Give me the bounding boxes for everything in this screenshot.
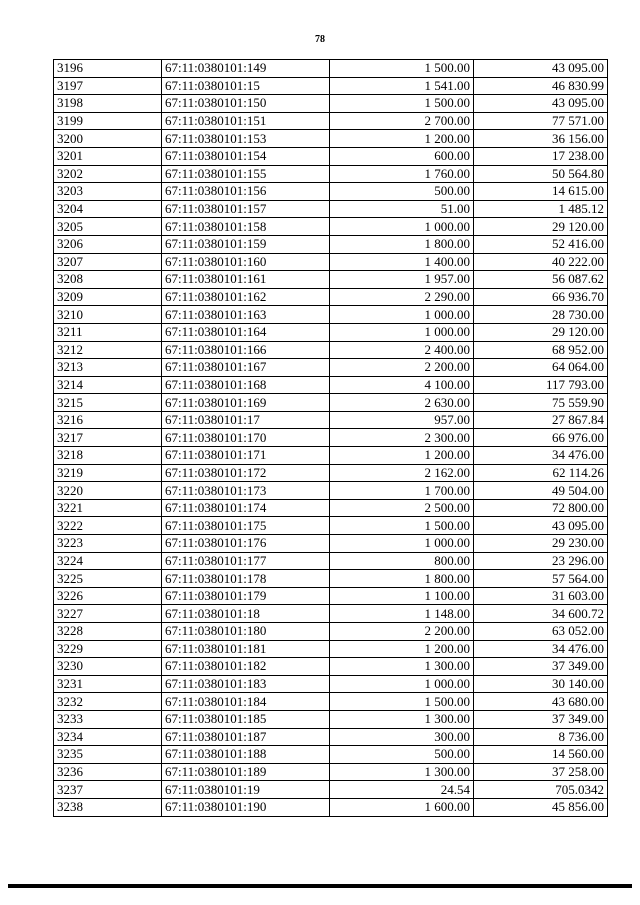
area-cell: 1 600.00 bbox=[330, 798, 474, 816]
cadastral-number-cell: 67:11:0380101:171 bbox=[162, 447, 330, 465]
area-cell: 1 200.00 bbox=[330, 447, 474, 465]
row-number-cell: 3229 bbox=[54, 640, 162, 658]
cadastral-number-cell: 67:11:0380101:158 bbox=[162, 218, 330, 236]
area-cell: 51.00 bbox=[330, 200, 474, 218]
value-cell: 62 114.26 bbox=[474, 464, 608, 482]
row-number-cell: 3234 bbox=[54, 728, 162, 746]
area-cell: 500.00 bbox=[330, 746, 474, 764]
value-cell: 36 156.00 bbox=[474, 130, 608, 148]
area-cell: 1 000.00 bbox=[330, 535, 474, 553]
area-cell: 1 500.00 bbox=[330, 693, 474, 711]
row-number-cell: 3206 bbox=[54, 235, 162, 253]
table-row bbox=[54, 429, 608, 447]
area-cell: 1 148.00 bbox=[330, 605, 474, 623]
cadastral-number-cell: 67:11:0380101:179 bbox=[162, 587, 330, 605]
cadastral-number-cell: 67:11:0380101:156 bbox=[162, 183, 330, 201]
cadastral-number-cell: 67:11:0380101:162 bbox=[162, 288, 330, 306]
value-cell: 23 296.00 bbox=[474, 552, 608, 570]
row-number-cell: 3218 bbox=[54, 447, 162, 465]
cadastral-number-cell: 67:11:0380101:157 bbox=[162, 200, 330, 218]
table-row bbox=[54, 710, 608, 728]
cadastral-number-cell: 67:11:0380101:176 bbox=[162, 535, 330, 553]
table-row bbox=[54, 200, 608, 218]
table-row bbox=[54, 570, 608, 588]
cadastral-number-cell: 67:11:0380101:188 bbox=[162, 746, 330, 764]
area-cell: 1 000.00 bbox=[330, 218, 474, 236]
table-row bbox=[54, 359, 608, 377]
area-cell: 957.00 bbox=[330, 411, 474, 429]
value-cell: 66 936.70 bbox=[474, 288, 608, 306]
area-cell: 300.00 bbox=[330, 728, 474, 746]
value-cell: 37 258.00 bbox=[474, 763, 608, 781]
row-number-cell: 3204 bbox=[54, 200, 162, 218]
row-number-cell: 3222 bbox=[54, 517, 162, 535]
table-row bbox=[54, 95, 608, 113]
area-cell: 600.00 bbox=[330, 147, 474, 165]
cadastral-number-cell: 67:11:0380101:173 bbox=[162, 482, 330, 500]
cadastral-number-cell: 67:11:0380101:172 bbox=[162, 464, 330, 482]
cadastral-number-cell: 67:11:0380101:153 bbox=[162, 130, 330, 148]
value-cell: 14 560.00 bbox=[474, 746, 608, 764]
value-cell: 34 476.00 bbox=[474, 640, 608, 658]
value-cell: 57 564.00 bbox=[474, 570, 608, 588]
row-number-cell: 3205 bbox=[54, 218, 162, 236]
cadastral-number-cell: 67:11:0380101:151 bbox=[162, 112, 330, 130]
value-cell: 31 603.00 bbox=[474, 587, 608, 605]
value-cell: 14 615.00 bbox=[474, 183, 608, 201]
row-number-cell: 3217 bbox=[54, 429, 162, 447]
table-row bbox=[54, 376, 608, 394]
row-number-cell: 3216 bbox=[54, 411, 162, 429]
table-row bbox=[54, 288, 608, 306]
row-number-cell: 3203 bbox=[54, 183, 162, 201]
table-row bbox=[54, 341, 608, 359]
area-cell: 1 541.00 bbox=[330, 77, 474, 95]
row-number-cell: 3207 bbox=[54, 253, 162, 271]
area-cell: 2 200.00 bbox=[330, 359, 474, 377]
value-cell: 29 120.00 bbox=[474, 218, 608, 236]
area-cell: 500.00 bbox=[330, 183, 474, 201]
cadastral-number-cell: 67:11:0380101:190 bbox=[162, 798, 330, 816]
value-cell: 46 830.99 bbox=[474, 77, 608, 95]
row-number-cell: 3200 bbox=[54, 130, 162, 148]
table-row bbox=[54, 623, 608, 641]
area-cell: 1 700.00 bbox=[330, 482, 474, 500]
row-number-cell: 3220 bbox=[54, 482, 162, 500]
row-number-cell: 3208 bbox=[54, 271, 162, 289]
value-cell: 1 485.12 bbox=[474, 200, 608, 218]
value-cell: 37 349.00 bbox=[474, 710, 608, 728]
area-cell: 1 300.00 bbox=[330, 710, 474, 728]
row-number-cell: 3232 bbox=[54, 693, 162, 711]
value-cell: 34 476.00 bbox=[474, 447, 608, 465]
table-row bbox=[54, 464, 608, 482]
area-cell: 2 290.00 bbox=[330, 288, 474, 306]
table-row bbox=[54, 746, 608, 764]
row-number-cell: 3223 bbox=[54, 535, 162, 553]
row-number-cell: 3201 bbox=[54, 147, 162, 165]
table-row bbox=[54, 605, 608, 623]
table-row bbox=[54, 147, 608, 165]
area-cell: 2 630.00 bbox=[330, 394, 474, 412]
row-number-cell: 3213 bbox=[54, 359, 162, 377]
value-cell: 72 800.00 bbox=[474, 499, 608, 517]
area-cell: 1 300.00 bbox=[330, 658, 474, 676]
row-number-cell: 3225 bbox=[54, 570, 162, 588]
value-cell: 34 600.72 bbox=[474, 605, 608, 623]
value-cell: 50 564.80 bbox=[474, 165, 608, 183]
area-cell: 1 800.00 bbox=[330, 570, 474, 588]
row-number-cell: 3198 bbox=[54, 95, 162, 113]
cadastral-number-cell: 67:11:0380101:181 bbox=[162, 640, 330, 658]
value-cell: 40 222.00 bbox=[474, 253, 608, 271]
area-cell: 1 100.00 bbox=[330, 587, 474, 605]
row-number-cell: 3237 bbox=[54, 781, 162, 799]
cadastral-number-cell: 67:11:0380101:167 bbox=[162, 359, 330, 377]
value-cell: 29 120.00 bbox=[474, 323, 608, 341]
table-row bbox=[54, 411, 608, 429]
value-cell: 30 140.00 bbox=[474, 675, 608, 693]
value-cell: 37 349.00 bbox=[474, 658, 608, 676]
cadastral-number-cell: 67:11:0380101:17 bbox=[162, 411, 330, 429]
area-cell: 1 760.00 bbox=[330, 165, 474, 183]
row-number-cell: 3228 bbox=[54, 623, 162, 641]
cadastral-number-cell: 67:11:0380101:159 bbox=[162, 235, 330, 253]
row-number-cell: 3236 bbox=[54, 763, 162, 781]
area-cell: 2 200.00 bbox=[330, 623, 474, 641]
table-row bbox=[54, 130, 608, 148]
value-cell: 17 238.00 bbox=[474, 147, 608, 165]
row-number-cell: 3209 bbox=[54, 288, 162, 306]
row-number-cell: 3233 bbox=[54, 710, 162, 728]
row-number-cell: 3230 bbox=[54, 658, 162, 676]
value-cell: 63 052.00 bbox=[474, 623, 608, 641]
area-cell: 4 100.00 bbox=[330, 376, 474, 394]
cadastral-number-cell: 67:11:0380101:161 bbox=[162, 271, 330, 289]
cadastral-number-cell: 67:11:0380101:163 bbox=[162, 306, 330, 324]
table-row bbox=[54, 253, 608, 271]
value-cell: 64 064.00 bbox=[474, 359, 608, 377]
area-cell: 1 000.00 bbox=[330, 675, 474, 693]
row-number-cell: 3238 bbox=[54, 798, 162, 816]
value-cell: 117 793.00 bbox=[474, 376, 608, 394]
cadastral-number-cell: 67:11:0380101:154 bbox=[162, 147, 330, 165]
value-cell: 27 867.84 bbox=[474, 411, 608, 429]
value-cell: 75 559.90 bbox=[474, 394, 608, 412]
row-number-cell: 3199 bbox=[54, 112, 162, 130]
area-cell: 2 700.00 bbox=[330, 112, 474, 130]
cadastral-number-cell: 67:11:0380101:185 bbox=[162, 710, 330, 728]
value-cell: 43 095.00 bbox=[474, 95, 608, 113]
table-row bbox=[54, 763, 608, 781]
value-cell: 28 730.00 bbox=[474, 306, 608, 324]
area-cell: 1 200.00 bbox=[330, 130, 474, 148]
table-row bbox=[54, 587, 608, 605]
table-row bbox=[54, 235, 608, 253]
table-row bbox=[54, 517, 608, 535]
table-row bbox=[54, 798, 608, 816]
row-number-cell: 3210 bbox=[54, 306, 162, 324]
row-number-cell: 3202 bbox=[54, 165, 162, 183]
cadastral-number-cell: 67:11:0380101:175 bbox=[162, 517, 330, 535]
area-cell: 1 500.00 bbox=[330, 517, 474, 535]
value-cell: 52 416.00 bbox=[474, 235, 608, 253]
value-cell: 43 095.00 bbox=[474, 517, 608, 535]
row-number-cell: 3212 bbox=[54, 341, 162, 359]
area-cell: 1 800.00 bbox=[330, 235, 474, 253]
value-cell: 49 504.00 bbox=[474, 482, 608, 500]
value-cell: 45 856.00 bbox=[474, 798, 608, 816]
table-row bbox=[54, 640, 608, 658]
table-row bbox=[54, 552, 608, 570]
row-number-cell: 3227 bbox=[54, 605, 162, 623]
table-row bbox=[54, 728, 608, 746]
table-row bbox=[54, 394, 608, 412]
cadastral-number-cell: 67:11:0380101:15 bbox=[162, 77, 330, 95]
table-row bbox=[54, 675, 608, 693]
table-row bbox=[54, 306, 608, 324]
row-number-cell: 3219 bbox=[54, 464, 162, 482]
area-cell: 1 000.00 bbox=[330, 323, 474, 341]
table-row bbox=[54, 165, 608, 183]
page-number: 78 bbox=[315, 34, 325, 45]
table-row bbox=[54, 535, 608, 553]
area-cell: 1 957.00 bbox=[330, 271, 474, 289]
table-row bbox=[54, 781, 608, 799]
cadastral-number-cell: 67:11:0380101:177 bbox=[162, 552, 330, 570]
value-cell: 705.0342 bbox=[474, 781, 608, 799]
cadastral-number-cell: 67:11:0380101:168 bbox=[162, 376, 330, 394]
table-row bbox=[54, 693, 608, 711]
table-row bbox=[54, 271, 608, 289]
area-cell: 1 400.00 bbox=[330, 253, 474, 271]
row-number-cell: 3221 bbox=[54, 499, 162, 517]
value-cell: 43 680.00 bbox=[474, 693, 608, 711]
area-cell: 2 162.00 bbox=[330, 464, 474, 482]
value-cell: 43 095.00 bbox=[474, 60, 608, 78]
row-number-cell: 3197 bbox=[54, 77, 162, 95]
cadastral-number-cell: 67:11:0380101:180 bbox=[162, 623, 330, 641]
table-row bbox=[54, 323, 608, 341]
cadastral-number-cell: 67:11:0380101:149 bbox=[162, 60, 330, 78]
cadastral-number-cell: 67:11:0380101:184 bbox=[162, 693, 330, 711]
table-row bbox=[54, 658, 608, 676]
row-number-cell: 3196 bbox=[54, 60, 162, 78]
table-row bbox=[54, 499, 608, 517]
cadastral-number-cell: 67:11:0380101:183 bbox=[162, 675, 330, 693]
row-number-cell: 3226 bbox=[54, 587, 162, 605]
area-cell: 2 300.00 bbox=[330, 429, 474, 447]
area-cell: 1 500.00 bbox=[330, 60, 474, 78]
value-cell: 8 736.00 bbox=[474, 728, 608, 746]
row-number-cell: 3214 bbox=[54, 376, 162, 394]
area-cell: 1 300.00 bbox=[330, 763, 474, 781]
row-number-cell: 3235 bbox=[54, 746, 162, 764]
cadastral-number-cell: 67:11:0380101:18 bbox=[162, 605, 330, 623]
area-cell: 24.54 bbox=[330, 781, 474, 799]
cadastral-number-cell: 67:11:0380101:150 bbox=[162, 95, 330, 113]
cadastral-number-cell: 67:11:0380101:19 bbox=[162, 781, 330, 799]
value-cell: 29 230.00 bbox=[474, 535, 608, 553]
table-body bbox=[54, 60, 608, 817]
cadastral-number-cell: 67:11:0380101:155 bbox=[162, 165, 330, 183]
row-number-cell: 3215 bbox=[54, 394, 162, 412]
area-cell: 1 200.00 bbox=[330, 640, 474, 658]
cadastral-number-cell: 67:11:0380101:170 bbox=[162, 429, 330, 447]
table-row bbox=[54, 77, 608, 95]
row-number-cell: 3211 bbox=[54, 323, 162, 341]
cadastral-number-cell: 67:11:0380101:187 bbox=[162, 728, 330, 746]
cadastral-number-cell: 67:11:0380101:164 bbox=[162, 323, 330, 341]
cadastral-number-cell: 67:11:0380101:178 bbox=[162, 570, 330, 588]
table-row bbox=[54, 447, 608, 465]
value-cell: 56 087.62 bbox=[474, 271, 608, 289]
cadastral-number-cell: 67:11:0380101:182 bbox=[162, 658, 330, 676]
value-cell: 68 952.00 bbox=[474, 341, 608, 359]
table-row bbox=[54, 218, 608, 236]
cadastral-number-cell: 67:11:0380101:174 bbox=[162, 499, 330, 517]
cadastral-number-cell: 67:11:0380101:166 bbox=[162, 341, 330, 359]
area-cell: 800.00 bbox=[330, 552, 474, 570]
table-row bbox=[54, 112, 608, 130]
row-number-cell: 3224 bbox=[54, 552, 162, 570]
cadastral-table bbox=[53, 59, 608, 817]
bottom-rule bbox=[8, 884, 632, 888]
cadastral-number-cell: 67:11:0380101:189 bbox=[162, 763, 330, 781]
table-row bbox=[54, 60, 608, 78]
table-row bbox=[54, 482, 608, 500]
area-cell: 1 000.00 bbox=[330, 306, 474, 324]
area-cell: 2 500.00 bbox=[330, 499, 474, 517]
value-cell: 66 976.00 bbox=[474, 429, 608, 447]
area-cell: 2 400.00 bbox=[330, 341, 474, 359]
cadastral-number-cell: 67:11:0380101:160 bbox=[162, 253, 330, 271]
table-row bbox=[54, 183, 608, 201]
area-cell: 1 500.00 bbox=[330, 95, 474, 113]
cadastral-number-cell: 67:11:0380101:169 bbox=[162, 394, 330, 412]
row-number-cell: 3231 bbox=[54, 675, 162, 693]
value-cell: 77 571.00 bbox=[474, 112, 608, 130]
